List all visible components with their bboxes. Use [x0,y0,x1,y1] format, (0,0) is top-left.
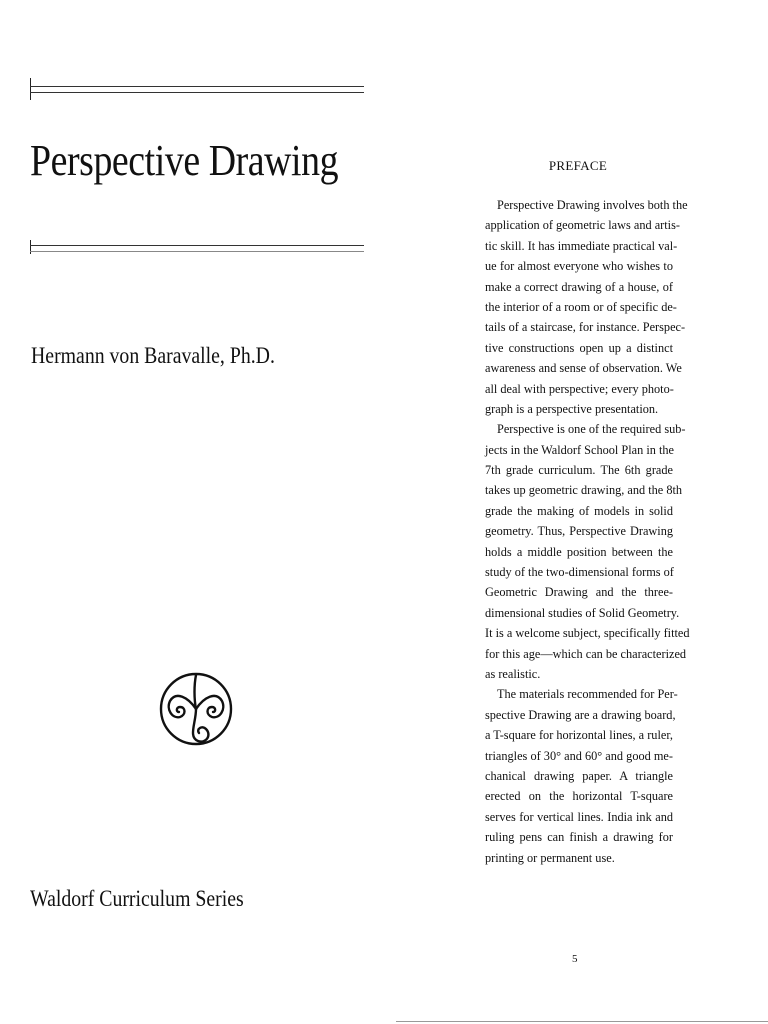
title-rule-upper [30,245,364,246]
preface-line: spective Drawing are a drawing board, [485,707,676,722]
preface-line: application of geometric laws and artis- [485,218,680,233]
preface-line: geometry. Thus, Perspective Drawing [485,524,673,539]
preface-line: dimensional studies of Solid Geometry. [485,605,680,620]
preface-line: ruling pens can finish a drawing for [485,830,673,845]
preface-paragraph [485,684,678,868]
preface-line: graph is a perspective presentation. [485,401,659,416]
preface-line: tic skill. It has immediate practical val- [485,238,678,253]
book-title: Perspective Drawing [30,136,339,185]
page-bottom-edge [396,1021,768,1022]
preface-line: 7th grade curriculum. The 6th grade [485,463,673,478]
author-name: Hermann von Baravalle, Ph.D. [31,343,275,368]
preface-line: It is a welcome subject, specifically fitted [485,626,690,641]
preface-line: tails of a staircase, for instance. Perspec- [485,320,686,335]
page-number: 5 [572,953,578,965]
preface-line: a T-square for horizontal lines, a ruler, [485,728,673,743]
preface-line: printing or permanent use. [485,850,615,865]
preface-line: Geometric Drawing and the three- [485,585,673,600]
top-rule-upper [30,86,364,87]
preface-line: make a correct drawing of a house, of [485,279,673,294]
preface-line: grade the making of models in solid [485,503,673,518]
series-name: Waldorf Curriculum Series [30,886,244,911]
preface-line: tive constructions open up a distinct [485,340,673,355]
preface-paragraph [485,419,690,684]
preface-line: as realistic. [485,666,541,681]
preface-line: erected on the horizontal T-square [485,789,673,804]
rule-tick-top [30,78,31,100]
preface-line: triangles of 30° and 60° and good me- [485,748,673,763]
preface-line: awareness and sense of observation. We [485,361,682,376]
preface-line: ue for almost everyone who wishes to [485,259,673,274]
preface-line: takes up geometric drawing, and the 8th [485,483,683,498]
preface-line: all deal with perspective; every photo- [485,381,674,396]
preface-line: chanical drawing paper. A triangle [485,768,673,783]
preface-line: Perspective Drawing involves both the [497,198,688,212]
preface-line: study of the two-dimensional forms of [485,565,674,580]
preface-paragraph [485,195,688,419]
preface-line: serves for vertical lines. India ink and [485,809,673,824]
preface-heading: PREFACE [548,158,608,173]
preface-body [485,195,690,868]
top-rule-lower [30,92,364,93]
preface-line: Perspective is one of the required sub- [497,422,686,437]
preface-line: the interior of a room or of specific de- [485,299,677,314]
preface-line: holds a middle position between the [485,544,673,559]
title-rule-lower [30,251,364,252]
preface-line: for this age—which can be characterized [485,646,687,661]
triple-spiral-emblem-icon [158,645,234,773]
preface-line: jects in the Waldorf School Plan in the [485,442,675,457]
preface-line: The materials recommended for Per- [497,687,678,702]
